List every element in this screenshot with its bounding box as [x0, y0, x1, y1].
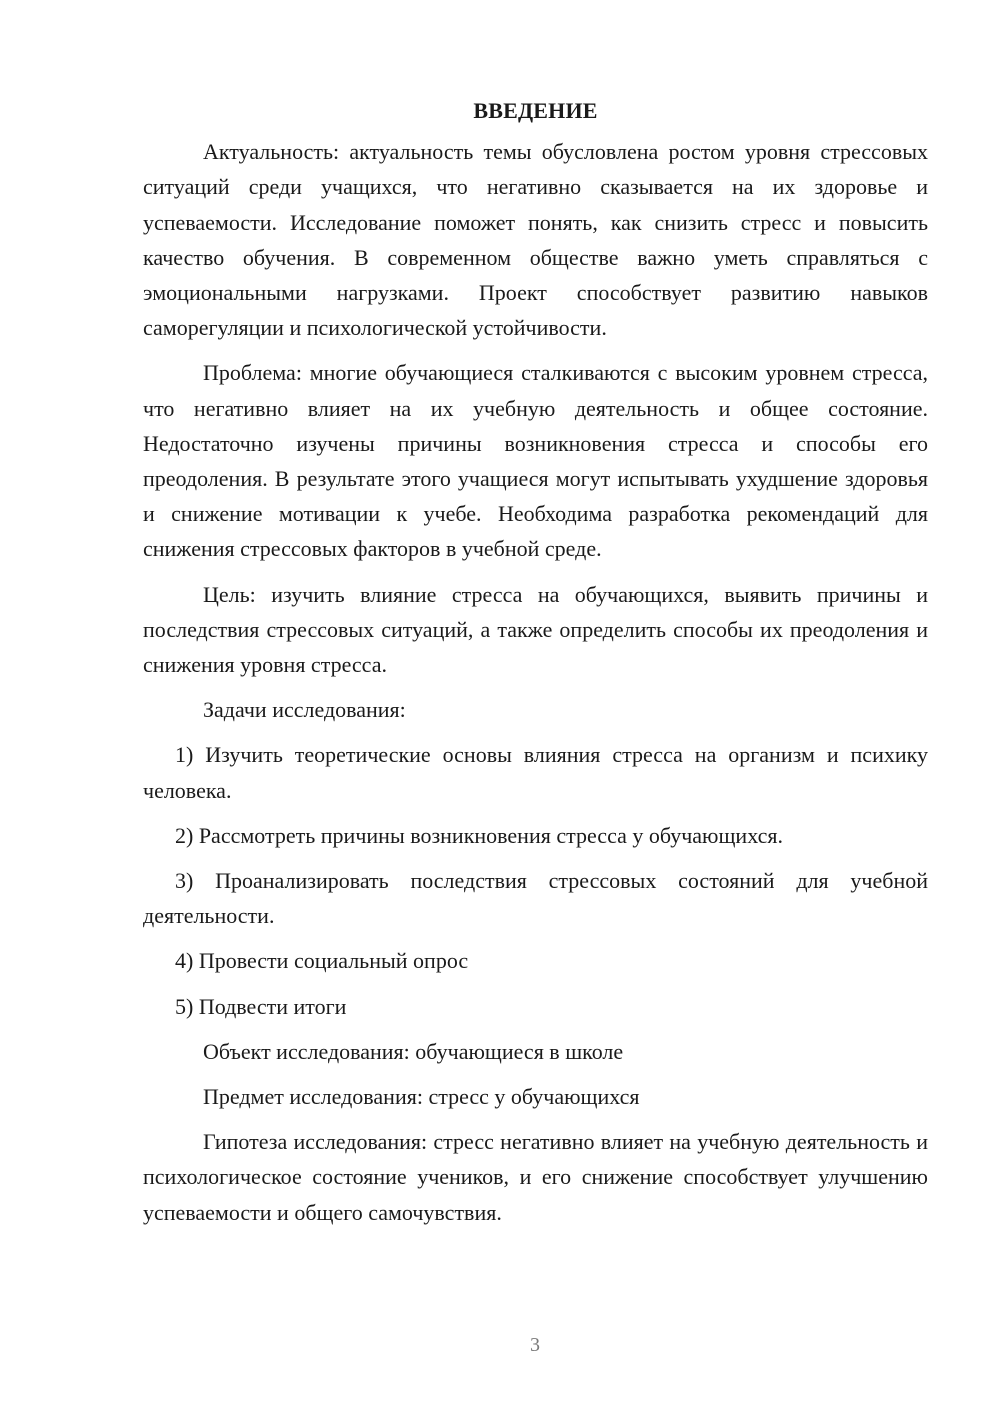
section-heading: ВВЕДЕНИЕ [473, 98, 598, 123]
hypothesis-paragraph: Гипотеза исследования: стресс негативно влияет на учебную деятельность и психологическое состояние учеников, и его снижение способствует улучшению успеваемости и общего самочувствия. [143, 1129, 928, 1225]
page-content [143, 93, 928, 1240]
task-item: 4) Провести социальный опрос [175, 948, 469, 974]
task-item: 3) Проанализировать последствия стрессовых состояний для учебной деятельности. [143, 868, 928, 929]
relevance-paragraph: Актуальность: актуальность темы обусловлена ростом уровня стрессовых ситуаций среди учащихся, что негативно сказывается на их здоровье и успеваемости. Исследование поможет понять, как снизить стресс и повысить качество обучения. В современном обществе важно уметь справляться с эмоциональными нагрузками. Проект способствует развитию навыков саморегуляции и психологической устойчивости. [143, 139, 928, 341]
task-item: 2) Рассмотреть причины возникновения стресса у обучающихся. [175, 822, 783, 848]
goal-paragraph: Цель: изучить влияние стресса на обучающихся, выявить причины и последствия стрессовых ситуаций, а также определить способы их преодоления и снижения уровня стресса. [143, 581, 928, 678]
task-item: 1) Изучить теоретические основы влияния стресса на организм и психику человека. [143, 742, 928, 803]
research-object: Объект исследования: обучающиеся в школе [203, 1038, 624, 1064]
task-item: 5) Подвести итоги [175, 993, 347, 1019]
problem-paragraph: Проблема: многие обучающиеся сталкиваются с высоким уровнем стресса, что негативно влияет на их учебную деятельность и общее состояние. Недостаточно изучены причины возникновения стресса и способы его преодоления. В результате этого учащиеся могут испытывать ухудшение здоровья и снижение мотивации к учебе. Необходима разработка рекомендаций для снижения стрессовых факторов в учебной среде. [143, 360, 928, 562]
page-number: 3 [530, 1334, 540, 1356]
research-subject: Предмет исследования: стресс у обучающихся [203, 1084, 640, 1110]
tasks-title: Задачи исследования: [203, 697, 406, 723]
